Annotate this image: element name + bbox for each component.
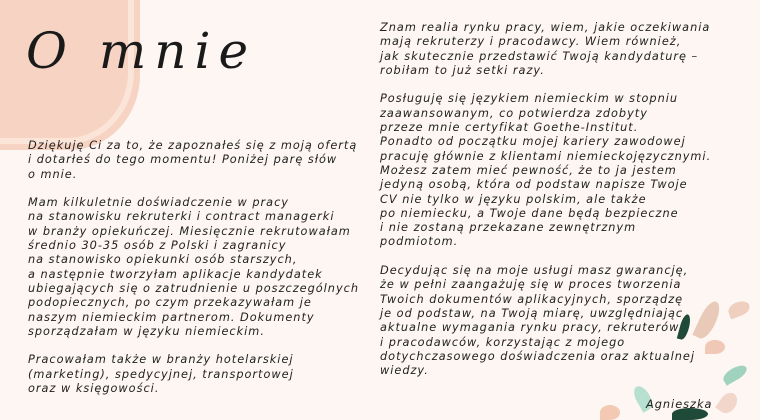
signature: Agnieszka: [646, 398, 713, 411]
decor-shape: [726, 299, 751, 320]
text-line: mają rekruterzy i pracodawcy. Wiem również,: [380, 35, 682, 49]
page-title: O mnie: [26, 22, 257, 80]
decor-shape: [715, 389, 741, 416]
text-line: Dziękuję Ci za to, że zapoznałeś się z moją ofertą: [28, 139, 358, 152]
text-line: ubiegających się o zatrudnienie u poszczególnych: [28, 281, 360, 295]
text-line: i nie zostaną przekazane zewnętrznym: [380, 221, 637, 235]
text-line: a następnie tworzyłam aplikacje kandydatek: [28, 267, 323, 281]
left-column: [28, 139, 373, 411]
decor-shape: [600, 405, 620, 420]
text-line: CV nie tylko w języku polskim, ale także: [380, 192, 647, 206]
paragraph: [380, 21, 725, 78]
text-line: średnio 30-35 osób z Polski i zagranicy: [28, 239, 287, 253]
text-line: i dotarłeś do tego momentu! Poniżej parę słów: [28, 153, 338, 167]
text-line: o mnie.: [28, 167, 78, 181]
text-line: oraz w księgowości.: [28, 382, 160, 396]
text-line: w branży opiekuńczej. Miesięcznie rekrutowałam: [28, 224, 351, 238]
paragraph: [380, 92, 725, 249]
paragraph: [28, 139, 373, 182]
text-line: po niemiecku, a Twoje dane będą bezpieczne: [380, 206, 679, 220]
text-line: sporządzałam w języku niemieckim.: [28, 324, 265, 338]
text-line: aktualne wymagania rynku pracy, rekruterów: [380, 321, 680, 335]
decor-shape: [721, 362, 750, 385]
text-line: naszym niemieckim partnerom. Dokumenty: [28, 310, 315, 324]
text-line: Decydując się na moje usługi masz gwarancję,: [380, 264, 689, 278]
paragraph: [28, 196, 373, 339]
text-line: Twoich dokumentów aplikacyjnych, sporządzę: [380, 292, 684, 306]
text-line: podopiecznych, po czym przekazywałam je: [28, 296, 312, 310]
text-line: jedyną osobą, która od podstaw napisze Twoje: [380, 178, 688, 192]
paragraph: [28, 353, 373, 396]
text-line: je od podstaw, na Twoją miarę, uwzględniając: [380, 306, 684, 320]
text-line: zaawansowanym, co potwierdza zdobyty: [380, 106, 648, 120]
text-line: Możesz zatem mieć pewność, że to ja jestem: [380, 163, 677, 177]
text-line: na stanowisku rekruterki i contract managerki: [28, 210, 335, 224]
paragraph: [380, 264, 725, 378]
text-line: dotychczasowego doświadczenia oraz aktualnej: [380, 349, 695, 363]
text-line: jak skutecznie przedstawić Twoją kandydaturę –: [380, 49, 699, 63]
text-line: przeze mnie certyfikat Goethe-Institut.: [380, 121, 639, 135]
text-line: Pracowałam także w branży hotelarskiej: [28, 353, 294, 367]
text-line: Posługuję się językiem niemieckim w stopniu: [380, 92, 679, 106]
text-line: Ponadto od początku mojej kariery zawodowej: [380, 135, 686, 149]
text-line: że w pełni zaangażuję się w proces tworzenia: [380, 278, 682, 292]
text-line: podmiotom.: [380, 235, 459, 249]
text-line: Mam kilkuletnie doświadczenie w pracy: [28, 196, 289, 210]
text-line: robiłam to już setki razy.: [380, 63, 545, 77]
right-column: [380, 21, 725, 393]
text-line: na stanowisko opiekunki osób starszych,: [28, 253, 298, 267]
text-line: i pracodawców, korzystając z mojego: [380, 335, 626, 349]
text-line: (marketing), spedycyjnej, transportowej: [28, 367, 294, 381]
text-line: Znam realia rynku pracy, wiem, jakie oczekiwania: [380, 21, 711, 34]
text-line: pracuję głównie z klientami niemieckojęzycznymi.: [380, 149, 712, 163]
text-line: wiedzy.: [380, 364, 429, 378]
